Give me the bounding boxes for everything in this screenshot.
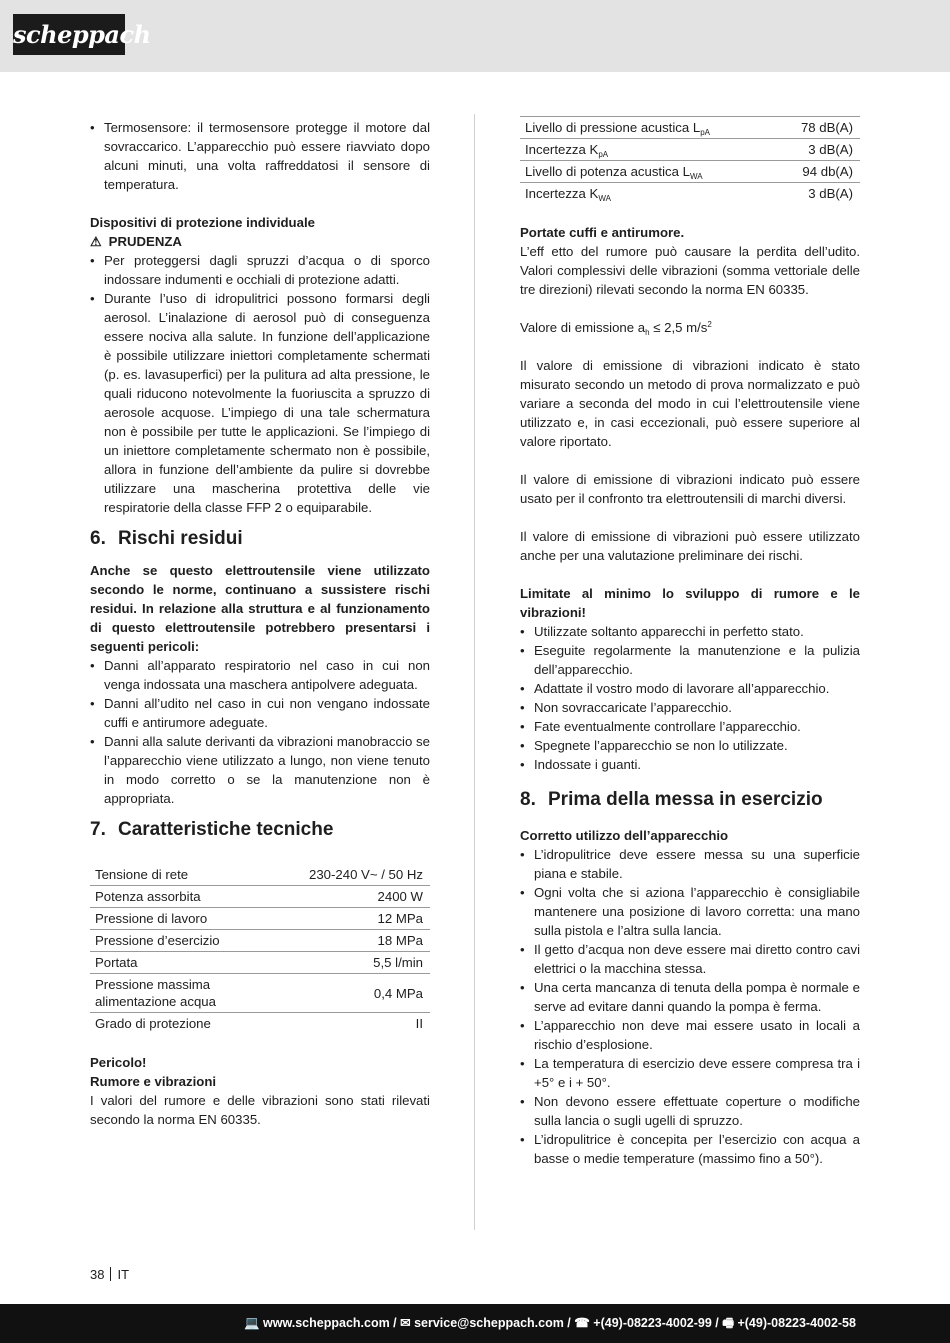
spec-label: Pressione di lavoro	[90, 908, 250, 930]
list-item: • Danni all’udito nel caso in cui non vengano indossate cuffi e antirumore adeguate.	[90, 694, 430, 732]
table-row	[90, 974, 430, 1013]
ppe-bullet-list	[90, 251, 430, 517]
list-item: • Per proteggersi dagli spruzzi d’acqua o di sporco indossare indumenti e occhiali di protezione adatti.	[90, 251, 430, 289]
right-column	[520, 118, 860, 1168]
list-item: • Indossate i guanti.	[520, 755, 860, 774]
section-title: Caratteristiche tecniche	[118, 819, 334, 840]
noise-title: Rumore e vibrazioni	[90, 1074, 217, 1089]
table-row	[90, 1013, 430, 1035]
table-row	[90, 952, 430, 974]
spec-value: 5,5 l/min	[250, 952, 430, 974]
noise-text: I valori del rumore e delle vibrazioni sono stati rilevati secondo la norma EN 60335.	[90, 1093, 430, 1127]
spec-value: II	[415, 1016, 423, 1031]
spec-value: 0,4 MPa	[250, 974, 430, 1013]
list-item: • Adattate il vostro modo di lavorare all’apparecchio.	[520, 679, 860, 698]
table-row	[90, 886, 430, 908]
section-6-intro: Anche se questo elettroutensile viene utilizzato secondo le norme, continuano a sussistere rischi residui. In relazione alla struttura e al funzionamento di questo elettroutensile potrebbero presentarsi i seguenti pericoli:	[90, 563, 430, 654]
list-item: • Danni alla salute derivanti da vibrazioni manobraccio se l’apparecchio viene utilizzato a lungo, non viene tenuto in modo corretto o se la manutenzione non è appropriata.	[90, 732, 430, 808]
use-title: Corretto utilizzo dell’apparecchio	[520, 828, 729, 843]
spec-value: 230-240 V~ / 50 Hz	[250, 864, 430, 886]
ppe-warning	[90, 232, 430, 251]
noise-value: 3 dB(A)	[808, 186, 853, 201]
page-footer	[0, 1304, 950, 1343]
section-number: 8.	[520, 789, 536, 810]
ear-protection-text: L’eff etto del rumore può causare la perdita dell’udito. Valori complessivi delle vibrazioni (somma vettoriale delle tre direzioni) rilevati secondo la norma EN 60335.	[520, 244, 860, 297]
list-item: • L’apparecchio non deve mai essere usato in locali a rischio d’esplosione.	[520, 1016, 860, 1054]
ppe-title: Dispositivi di protezione individuale	[90, 215, 315, 230]
section-7-heading	[90, 818, 430, 842]
spec-label: Grado di protezione	[95, 1016, 211, 1031]
section-number: 6.	[90, 528, 106, 549]
table-row	[90, 908, 430, 930]
page-separator	[110, 1267, 111, 1281]
list-item: • Non sovraccaricate l’apparecchio.	[520, 698, 860, 717]
page-header	[0, 0, 950, 72]
intro-bullet-list	[90, 118, 430, 194]
scheppach-logo: scheppach	[13, 14, 125, 55]
page-number-value: 38	[90, 1267, 105, 1282]
vibration-paragraph-1: Il valore di emissione di vibrazioni indicato è stato misurato secondo un metodo di prova normalizzato e può variare a seconda del modo in cui l’elettroutensile viene utilizzato e, in casi eccezionali, può essere superiore al valore riportato.	[520, 358, 860, 449]
warning-label: PRUDENZA	[108, 234, 182, 249]
list-item: • L’idropulitrice deve essere messa su una superficie piana e stabile.	[520, 845, 860, 883]
noise-table	[520, 116, 860, 204]
noise-value: 94 db(A)	[776, 161, 860, 183]
column-divider	[474, 114, 475, 1230]
table-row	[520, 139, 860, 161]
list-item: • Fate eventualmente controllare l’apparecchio.	[520, 717, 860, 736]
noise-label: Livello di potenza acustica $L_{WA}$	[520, 161, 776, 183]
section-8-heading	[520, 788, 860, 812]
footer-contact-text: 💻 www.scheppach.com / ✉ service@scheppach.com / ☎ +(49)-08223-4002-99 / 🖷 +(49)-08223-4002-58	[244, 1316, 856, 1330]
noise-label: Incertezza $K_{pA}$	[520, 139, 776, 161]
list-item: • Eseguite regolarmente la manutenzione e la pulizia dell’apparecchio.	[520, 641, 860, 679]
section-number: 7.	[90, 819, 106, 840]
limit-bullet-list	[520, 622, 860, 774]
section-6-heading	[90, 527, 430, 551]
spec-value: 18 MPa	[250, 930, 430, 952]
emission-value-line: Valore di emissione $a_h \le 2,5$ $m/s^2$	[520, 320, 712, 337]
section-title: Prima della messa in esercizio	[548, 789, 823, 810]
table-row	[520, 183, 860, 205]
spec-label: Potenza assorbita	[90, 886, 250, 908]
page-language: IT	[117, 1267, 130, 1282]
ear-protection-title: Portate cuffi e antirumore.	[520, 225, 685, 240]
table-row	[90, 930, 430, 952]
spec-label: Portata	[90, 952, 250, 974]
spec-label: Tensione di rete	[90, 864, 250, 886]
list-item: • Spegnete l’apparecchio se non lo utilizzate.	[520, 736, 860, 755]
noise-value: 78 dB(A)	[776, 117, 860, 139]
vibration-paragraph-2: Il valore di emissione di vibrazioni indicato può essere usato per il confronto tra elettroutensili di marchi diversi.	[520, 472, 860, 506]
table-row	[520, 161, 860, 183]
table-row	[520, 117, 860, 139]
table-row	[90, 864, 430, 886]
noise-value: 3 dB(A)	[776, 139, 860, 161]
list-item: • La temperatura di esercizio deve essere compresa tra i +5° e i + 50°.	[520, 1054, 860, 1092]
list-item: • Il getto d’acqua non deve essere mai diretto contro cavi elettrici o la macchina stessa.	[520, 940, 860, 978]
limit-title: Limitate al minimo lo sviluppo di rumore e le vibrazioni!	[520, 586, 860, 620]
section-title: Rischi residui	[118, 528, 243, 549]
list-item: • Non devono essere effettuate coperture o modifiche sulla lancia o sugli ugelli di spruzzo.	[520, 1092, 860, 1130]
list-item: • L’idropulitrice è concepita per l’esercizio con acqua a basse o medie temperature (massimo fino a 50°).	[520, 1130, 860, 1168]
noise-label: Incertezza $K_{WA}$	[525, 186, 611, 203]
spec-label: Pressione d’esercizio	[90, 930, 250, 952]
spec-label: Pressione massima alimentazione acqua	[90, 974, 250, 1013]
danger-title: Pericolo!	[90, 1055, 147, 1070]
list-item: • Termosensore: il termosensore protegge il motore dal sovraccarico. L’apparecchio può essere riavviato dopo alcuni minuti, una volta raffreddatosi il sensore di temperatura.	[90, 118, 430, 194]
list-item: • Utilizzate soltanto apparecchi in perfetto stato.	[520, 622, 860, 641]
spec-value: 12 MPa	[250, 908, 430, 930]
list-item: • Danni all’apparato respiratorio nel caso in cui non venga indossata una maschera antipolvere adeguata.	[90, 656, 430, 694]
left-column	[90, 118, 430, 1129]
spec-table	[90, 864, 430, 1034]
noise-label: Livello di pressione acustica $L_{pA}$	[520, 117, 776, 139]
list-item: • Una certa mancanza di tenuta della pompa è normale e serve ad evitare danni quando la pompa è ferma.	[520, 978, 860, 1016]
spec-value: 2400 W	[250, 886, 430, 908]
list-item: • Durante l’uso di idropulitrici possono formarsi degli aerosol. L’inalazione di aerosol può di conseguenza essere nociva alla salute. In funzione dell’applicazione è possibile utilizzare iniettori completamente schermati (p. es. lavasuperfici) per la pulitura ad alta pressione, le quali riducono notevolmente la fuoriuscita a spruzzo di aerosole acquose. L’impiego di una tale schermatura non è possibile per tutte le applicazioni. Se l’impiego di un iniettore completamente schermato non è possibile, allora in funzione dell’ambiente da pulire si dovrebbe utilizzare una mascherina protettiva delle vie respiratorie della classe FFP 2 o equiparabile.	[90, 289, 430, 517]
list-item: • Ogni volta che si aziona l’apparecchio è consigliabile mantenere una posizione di lavoro corretta: una mano sulla pistola e l’altra sulla lancia.	[520, 883, 860, 940]
use-bullet-list	[520, 845, 860, 1168]
warning-triangle-icon: ⚠	[90, 234, 102, 249]
vibration-paragraph-3: Il valore di emissione di vibrazioni può essere utilizzato anche per una valutazione preliminare dei rischi.	[520, 529, 860, 563]
page-number	[90, 1265, 129, 1284]
risk-bullet-list	[90, 656, 430, 808]
